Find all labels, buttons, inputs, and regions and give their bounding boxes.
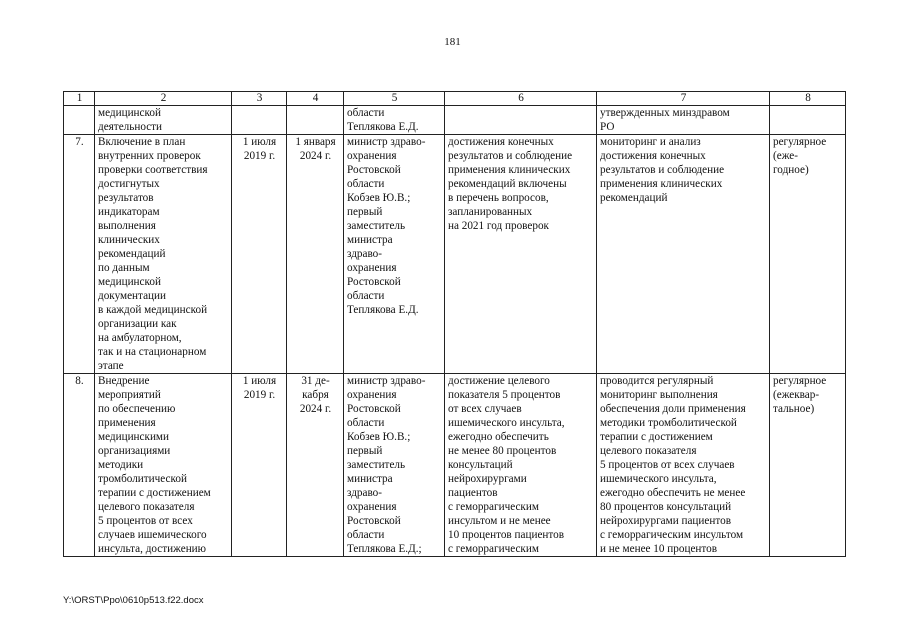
cell-line: с геморрагическим xyxy=(448,501,539,513)
cell-line: медицинской xyxy=(98,107,161,119)
cell-line: на 2021 год проверок xyxy=(448,220,549,232)
cell-line: ишемического инсульта, xyxy=(448,417,565,429)
cell-line: охранения xyxy=(347,262,397,274)
cell-line: Теплякова Е.Д. xyxy=(347,121,419,133)
frequency-cell xyxy=(770,374,846,557)
cell-line: Ростовской xyxy=(347,164,401,176)
cell-line: рекомендаций включены xyxy=(448,178,567,190)
column-number-6: 6 xyxy=(445,92,597,106)
cell-line: области xyxy=(347,290,385,302)
start-date-cell xyxy=(232,374,287,557)
cell-line: по обеспечению xyxy=(98,403,176,415)
cell-line: охранения xyxy=(347,150,397,162)
cell-line: методики тромболитической xyxy=(600,417,737,429)
cell-line: инсульта, достижению xyxy=(98,543,207,555)
cell-line: мониторинг выполнения xyxy=(600,389,718,401)
table-header-row xyxy=(64,92,846,106)
cell-line: на амбулаторном, xyxy=(98,332,182,344)
cell-line: не менее 80 процентов xyxy=(448,445,557,457)
indicator-cell xyxy=(597,135,770,374)
cell-line: результатов и соблюдение xyxy=(448,150,573,162)
result-cell xyxy=(445,374,597,557)
cell-line: организациями xyxy=(98,445,171,457)
cell-line: ежегодно обеспечить не менее xyxy=(600,487,746,499)
cell-line: области xyxy=(347,178,385,190)
cell-line: целевого показателя xyxy=(600,445,697,457)
start-date-cell xyxy=(232,135,287,374)
cell-line: медицинскими xyxy=(98,431,169,443)
cell-line: Ростовской xyxy=(347,403,401,415)
column-number-7: 7 xyxy=(597,92,770,106)
cell-line: ишемического инсульта, xyxy=(600,473,717,485)
cell-line: методики xyxy=(98,459,144,471)
cell-line: 2019 г. xyxy=(243,150,276,162)
measures-table xyxy=(63,91,846,557)
cell-line: с геморрагическим xyxy=(448,543,539,555)
start-date-cell xyxy=(232,106,287,135)
row-number-cell: 8. xyxy=(64,374,95,557)
cell-line: регулярное xyxy=(773,136,827,148)
cell-line: 1 января xyxy=(295,136,336,148)
table-row xyxy=(64,374,846,557)
cell-line: клинических xyxy=(98,234,160,246)
cell-line: Ростовской xyxy=(347,515,401,527)
indicator-cell xyxy=(597,106,770,135)
cell-line: министра xyxy=(347,234,393,246)
event-cell xyxy=(95,135,232,374)
cell-line: регулярное xyxy=(773,375,827,387)
cell-line: документации xyxy=(98,290,166,302)
event-cell xyxy=(95,106,232,135)
cell-line: министр здраво- xyxy=(347,136,426,148)
cell-line: 1 июля xyxy=(242,375,277,387)
cell-line: консультаций xyxy=(448,459,513,471)
cell-line: мониторинг и анализ xyxy=(600,136,701,148)
cell-line: в перечень вопросов, xyxy=(448,192,549,204)
end-date-cell xyxy=(287,374,344,557)
cell-line: 5 процентов от всех xyxy=(98,515,193,527)
column-number-8: 8 xyxy=(770,92,846,106)
cell-line: достижение целевого xyxy=(448,375,550,387)
end-date-cell xyxy=(287,135,344,374)
cell-line: нейрохирургами пациентов xyxy=(600,515,731,527)
cell-line: нейрохирургами xyxy=(448,473,527,485)
cell-line: проводится регулярный xyxy=(600,375,714,387)
table-row xyxy=(64,106,846,135)
frequency-cell xyxy=(770,106,846,135)
cell-line: Ростовской xyxy=(347,276,401,288)
column-number-1: 1 xyxy=(64,92,95,106)
frequency-cell xyxy=(770,135,846,374)
cell-line: этапе xyxy=(98,360,124,372)
cell-line: деятельности xyxy=(98,121,163,133)
cell-line: применения клинических xyxy=(600,178,723,190)
column-number-2: 2 xyxy=(95,92,232,106)
table-body xyxy=(64,92,846,557)
cell-line: терапии с достижением xyxy=(600,431,713,443)
responsible-cell xyxy=(344,374,445,557)
cell-line: пациентов xyxy=(448,487,498,499)
cell-line: министра xyxy=(347,473,393,485)
cell-line: обеспечения доли применения xyxy=(600,403,746,415)
cell-line: рекомендаций xyxy=(600,192,668,204)
cell-line: результатов xyxy=(98,192,154,204)
cell-line: от всех случаев xyxy=(448,403,522,415)
cell-line: 10 процентов пациентов xyxy=(448,529,565,541)
cell-line: так и на стационарном xyxy=(98,346,207,358)
cell-line: первый xyxy=(347,445,383,457)
cell-line: области xyxy=(347,529,385,541)
cell-line: выполнения xyxy=(98,220,156,232)
cell-line: охранения xyxy=(347,389,397,401)
cell-line: медицинской xyxy=(98,276,161,288)
cell-line: Включение в план xyxy=(98,136,186,148)
cell-line: Кобзев Ю.В.; xyxy=(347,431,411,443)
cell-line: применения клинических xyxy=(448,164,571,176)
cell-line: области xyxy=(347,107,385,119)
cell-line: с геморрагическим инсультом xyxy=(600,529,744,541)
cell-line: (ежеквар- xyxy=(773,389,820,401)
table-row xyxy=(64,135,846,374)
result-cell xyxy=(445,135,597,374)
cell-line: терапии с достижением xyxy=(98,487,211,499)
cell-line: организации как xyxy=(98,318,177,330)
cell-line: заместитель xyxy=(347,459,406,471)
cell-line: здраво- xyxy=(347,487,382,499)
row-number-cell xyxy=(64,106,95,135)
cell-line: Теплякова Е.Д. xyxy=(347,304,419,316)
cell-line: внутренних проверок xyxy=(98,150,201,162)
cell-line: мероприятий xyxy=(98,389,161,401)
cell-line: по данным xyxy=(98,262,150,274)
cell-line: охранения xyxy=(347,501,397,513)
column-number-4: 4 xyxy=(287,92,344,106)
cell-line: 2024 г. xyxy=(299,150,332,162)
cell-line: РО xyxy=(600,121,615,133)
cell-line: рекомендаций xyxy=(98,248,166,260)
column-number-3: 3 xyxy=(232,92,287,106)
cell-line: ежегодно обеспечить xyxy=(448,431,549,443)
cell-line: 5 процентов от всех случаев xyxy=(600,459,735,471)
result-cell xyxy=(445,106,597,135)
cell-line: и не менее 10 процентов xyxy=(600,543,718,555)
cell-line: Кобзев Ю.В.; xyxy=(347,192,411,204)
cell-line: индикаторам xyxy=(98,206,160,218)
cell-line: Теплякова Е.Д.; xyxy=(347,543,422,555)
cell-line: утвержденных минздравом xyxy=(600,107,730,119)
cell-line: годное) xyxy=(773,164,809,176)
row-number-cell: 7. xyxy=(64,135,95,374)
cell-line: применения xyxy=(98,417,156,429)
cell-line: (еже- xyxy=(773,150,798,162)
cell-line: министр здраво- xyxy=(347,375,426,387)
cell-line: области xyxy=(347,417,385,429)
cell-line: 31 де- xyxy=(301,375,330,387)
cell-line: проверки соответствия xyxy=(98,164,208,176)
cell-line: Внедрение xyxy=(98,375,150,387)
event-cell xyxy=(95,374,232,557)
column-number-5: 5 xyxy=(344,92,445,106)
responsible-cell xyxy=(344,106,445,135)
cell-line: 2024 г. xyxy=(299,403,332,415)
cell-line: запланированных xyxy=(448,206,533,218)
cell-line: тромболитической xyxy=(98,473,187,485)
cell-line: инсультом и не менее xyxy=(448,515,551,527)
cell-line: 80 процентов консультаций xyxy=(600,501,732,513)
cell-line: достижения конечных xyxy=(600,150,706,162)
cell-line: случаев ишемического xyxy=(98,529,207,541)
cell-line: тальное) xyxy=(773,403,815,415)
cell-line: результатов и соблюдение xyxy=(600,164,725,176)
end-date-cell xyxy=(287,106,344,135)
cell-line: достижения конечных xyxy=(448,136,554,148)
cell-line: заместитель xyxy=(347,220,406,232)
cell-line: кабря xyxy=(302,389,329,401)
cell-line: 1 июля xyxy=(242,136,277,148)
cell-line: в каждой медицинской xyxy=(98,304,208,316)
page-number: 181 xyxy=(444,36,461,48)
cell-line: показателя 5 процентов xyxy=(448,389,561,401)
cell-line: 2019 г. xyxy=(243,389,276,401)
cell-line: достигнутых xyxy=(98,178,160,190)
cell-line: первый xyxy=(347,206,383,218)
indicator-cell xyxy=(597,374,770,557)
responsible-cell xyxy=(344,135,445,374)
file-path-footer: Y:\ORST\Ppo\0610p513.f22.docx xyxy=(63,595,204,606)
cell-line: здраво- xyxy=(347,248,382,260)
cell-line: целевого показателя xyxy=(98,501,195,513)
